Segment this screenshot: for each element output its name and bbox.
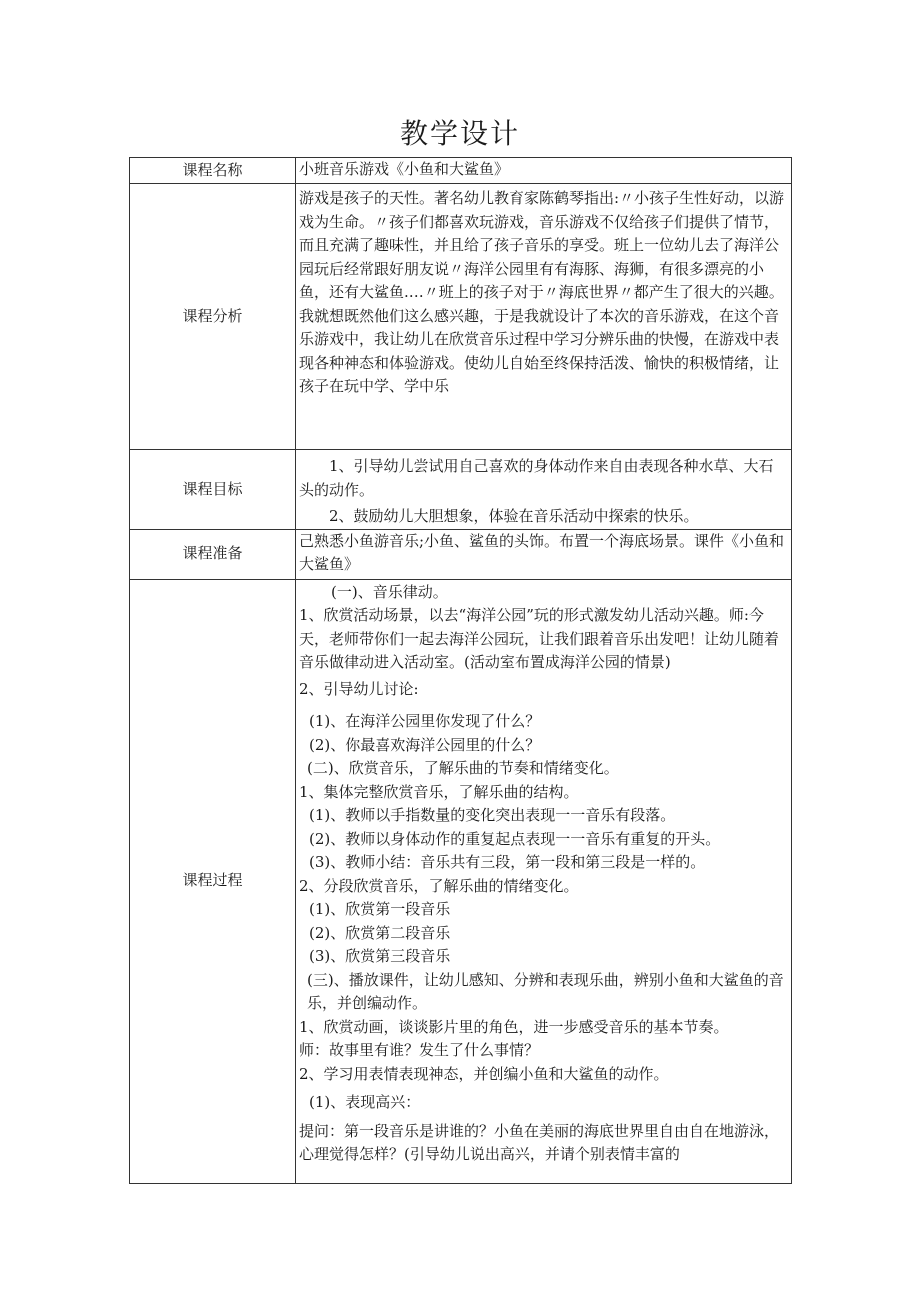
analysis-paragraph: 游戏是孩子的天性。著名幼儿教育家陈鹤琴指出:〃小孩子生性好动，以游戏为生命。〃孩子们都喜欢玩游戏，音乐游戏不仅给孩子们提供了情节，而且充满了趣味性，并且给了孩子音乐的享受。班上一位幼儿去了海洋公园玩后经常跟好朋友说〃海洋公园里有有海豚、海狮，有很多漂亮的小鱼，还有大鲨鱼.…〃班上的孩子对于〃海底世界〃都产生了很大的兴趣。我就想既然他们这么感兴趣，于是我就设计了本次的音乐游戏，在这个音乐游戏中，我让幼儿在欣赏音乐过程中学习分辨乐曲的快慢，在游戏中表现各种神态和体验游戏。使幼儿自始至终保持活泼、愉快的积极情绪，让孩子在玩中学、学中乐	[299, 189, 785, 395]
process-line: (1)、在海洋公园里你发现了什么？	[309, 712, 541, 730]
process-line: (二)、欣赏音乐，了解乐曲的节奏和情绪变化。	[307, 759, 619, 777]
process-line: (2)、教师以身体动作的重复起点表现一一音乐有重复的开头。	[309, 829, 721, 848]
course-process-label: 课程过程	[130, 579, 296, 1183]
process-line: (1)、表现高兴：	[309, 1093, 421, 1111]
process-line: (2)、欣赏第二段音乐	[309, 923, 451, 942]
table-row-course-process	[130, 579, 792, 1183]
table-row-course-prep	[130, 529, 792, 579]
course-goals-content	[296, 450, 792, 530]
process-line: 2、引导幼儿讨论:	[299, 679, 419, 698]
process-line: (1)、教师以手指数量的变化突出表现一一音乐有段落。	[309, 806, 676, 824]
course-name-value: 小班音乐游戏《小鱼和大鲨鱼》	[296, 158, 792, 184]
process-line: 1、欣赏动画，谈谈影片里的角色，进一步感受音乐的基本节奏。	[299, 1017, 729, 1036]
goal-item: 2、鼓励幼儿大胆想象，体验在音乐活动中探索的快乐。	[329, 507, 699, 525]
course-process-content	[296, 579, 792, 1183]
goal-item: 1、引导幼儿尝试用自己喜欢的身体动作来自由表现各种水草、大石头的动作。	[299, 457, 774, 499]
course-prep-label: 课程准备	[130, 529, 296, 579]
process-line: (2)、你最喜欢海洋公园里的什么？	[309, 735, 541, 754]
page-title: 教学设计	[399, 117, 520, 150]
course-goals-label: 课程目标	[130, 450, 296, 530]
process-line: (1)、欣赏第一段音乐	[309, 900, 451, 918]
process-line: 提问：第一段音乐是讲谁的？小鱼在美丽的海底世界里自由自在地游泳，心理觉得怎样？(引导幼儿说出高兴，并请个别表情丰富的	[299, 1121, 780, 1163]
process-line: 2、学习用表情表现神态，并创编小鱼和大鲨鱼的动作。	[299, 1064, 669, 1083]
process-line: (3)、教师小结：音乐共有三段，第一段和第三段是一样的。	[309, 853, 706, 871]
lesson-plan-table	[129, 157, 792, 1184]
process-line: (3)、欣赏第三段音乐	[309, 947, 451, 965]
table-row-course-analysis	[130, 184, 792, 450]
process-line: (三)、播放课件，让幼儿感知、分辨和表现乐曲，辨别小鱼和大鲨鱼的音乐，并创编动作。	[307, 970, 784, 1012]
course-prep-text: 己熟悉小鱼游音乐;小鱼、鲨鱼的头饰。布置一个海底场景。课件《小鱼和大鲨鱼》	[296, 529, 792, 579]
process-line: 2、分段欣赏音乐，了解乐曲的情绪变化。	[299, 876, 579, 895]
table-row-course-name	[130, 158, 792, 184]
course-analysis-text	[296, 184, 792, 450]
course-analysis-label: 课程分析	[130, 184, 296, 450]
process-line: 师：故事里有谁？发生了什么事情？	[299, 1041, 540, 1059]
process-line: 1、集体完整欣赏音乐，了解乐曲的结构。	[299, 782, 579, 801]
process-line: 1、欣赏活动场景，以去“海洋公园”玩的形式激发幼儿活动兴趣。师:今天，老师带你们一起去海洋公园玩，让我们跟着音乐出发吧！让幼儿随着音乐做律动进入活动室。(活动室布置成海洋公园的情景)	[299, 606, 780, 671]
table-row-course-goals	[130, 450, 792, 530]
course-name-label: 课程名称	[130, 158, 296, 184]
process-line: (一)、音乐律动。	[331, 582, 448, 601]
